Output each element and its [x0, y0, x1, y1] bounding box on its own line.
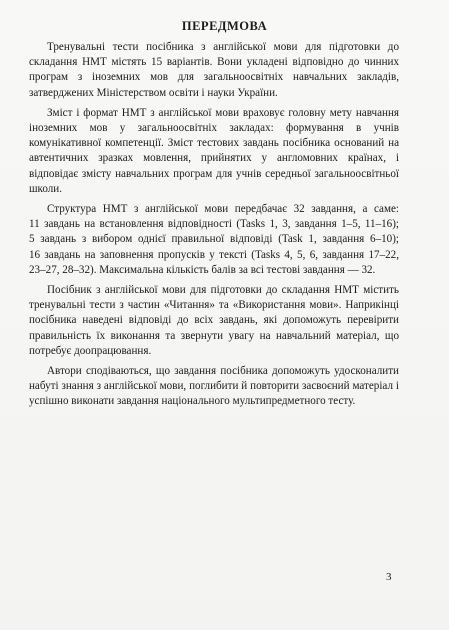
structure-line-max-score: 23–27, 28–32). Максимальна кількість балів за всі тестові завдання — 32.: [29, 263, 376, 276]
paragraph-tests-overview: Тренувальні тести посібника з англійської мови для підготовки до складання НМТ містять 15 варіантів. Вони укладені відповідно до чинних програм з іноземних мов для загальноосвітніх навчальних закладів, затверджених Міністерством освіти і науки України.: [29, 41, 399, 99]
document-body: [29, 40, 399, 415]
structure-intro: Структура НМТ з англійської мови передбачає 32 завдання, а саме:: [47, 203, 399, 216]
structure-line-matching: 11 завдань на встановлення відповідності (Tasks 1, 3, завдання 1–5, 11–16);: [29, 218, 399, 231]
page-number: 3: [386, 571, 392, 583]
page-title: ПЕРЕДМОВА: [181, 19, 268, 33]
structure-line-multiple-choice: 5 завдань з вибором однієї правильної відповіді (Task 1, завдання 6–10);: [29, 233, 399, 246]
paragraph-content-format: Зміст і формат НМТ з англійської мови враховує головну мету навчання іноземних мов у загальноосвітніх закладах: формування в учнів комунікативної компетенції. Зміст тестових завдань посібника оснований на автентичних зразках мовлення, прийнятих у англомовних країнах, і відповідає змісту навчальних програм для учнів середньої загальноосвітньої школи.: [29, 106, 399, 195]
paragraph-closing: Автори сподіваються, що завдання посібника допоможуть удосконалити набуті знання з англійської мови, поглибити й повторити засвоєний матеріал і успішно виконати завдання національного мультипредметного тесту.: [29, 365, 399, 408]
structure-line-gap-fill: 16 завдань на заповнення пропусків у тексті (Tasks 4, 5, 6, завдання 17–22,: [29, 248, 399, 261]
paragraph-reading-use-of-english: Посібник з англійської мови для підготовки до складання НМТ містить тренувальні тести з частин «Читання» та «Використання мови». Наприкінці посібника наведені відповіді до всіх завдань, які допоможуть перевірити правильність їх виконання та звернути увагу на навчальний матеріал, що потребує доопрацювання.: [29, 284, 399, 357]
structure-block: [29, 202, 399, 278]
